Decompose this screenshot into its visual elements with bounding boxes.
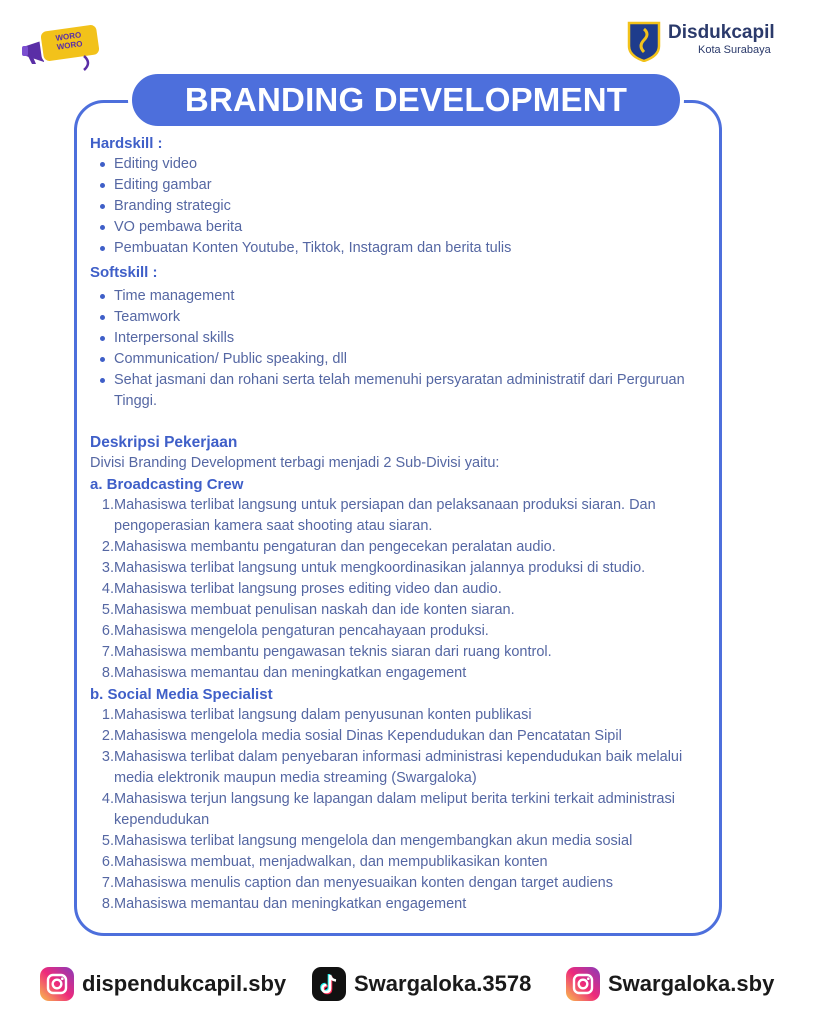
instagram-link-dispendukcapil[interactable] <box>40 967 286 1001</box>
list-item: 3. Mahasiswa terlibat dalam penyebaran informasi administrasi kependudukan baik melalui media elektronik maupun media streaming (Swargaloka) <box>101 749 683 786</box>
page-title: BRANDING DEVELOPMENT <box>184 81 628 118</box>
list-item: 4. Mahasiswa terjun langsung ke lapangan dalam meliput berita terkini terkait administrasi kependudukan <box>101 791 675 828</box>
hardskill-heading: Hardskill : <box>90 135 163 152</box>
social-media-heading: b. Social Media Specialist <box>90 686 273 703</box>
softskill-heading: Softskill : <box>90 264 158 281</box>
list-item: 8. Mahasiswa memantau dan meningkatkan engagement <box>101 665 467 681</box>
deskripsi-heading: Deskripsi Pekerjaan <box>90 434 238 451</box>
list-item: 6. Mahasiswa membuat, menjadwalkan, dan mempublikasikan konten <box>101 854 548 870</box>
list-item: 1. Mahasiswa terlibat langsung untuk persiapan dan pelaksanaan produksi siaran. Dan pengoperasian kamera saat shooting atau siaran. <box>101 497 656 534</box>
list-item: Communication/ Public speaking, dll <box>90 349 715 370</box>
social-media-list <box>90 705 715 915</box>
list-item: Pembuatan Konten Youtube, Tiktok, Instagram dan berita tulis <box>90 238 715 259</box>
list-item: VO pembawa berita <box>90 217 715 238</box>
disdukcapil-logo <box>626 20 796 64</box>
woro-text-1: WORO <box>54 30 82 43</box>
tiktok-handle: Swargaloka.3578 <box>354 971 532 996</box>
sound-waves-icon <box>82 54 96 72</box>
card-content <box>90 133 715 915</box>
tiktok-icon <box>312 967 346 1001</box>
list-item: Branding strategic <box>90 196 715 217</box>
list-item: Time management <box>90 286 715 307</box>
woro-text-2: WORO <box>56 39 84 52</box>
brand-name: Disdukcapil <box>668 22 775 43</box>
list-item: 3. Mahasiswa terlibat langsung untuk mengkoordinasikan jalannya produksi di studio. <box>101 560 646 576</box>
hardskill-list <box>90 154 715 259</box>
list-item: Sehat jasmani dan rohani serta telah memenuhi persyaratan administratif dari Perguruan Tinggi. <box>90 370 715 412</box>
list-item: 2. Mahasiswa mengelola media sosial Dinas Kependudukan dan Pencatatan Sipil <box>101 728 622 744</box>
social-footer <box>0 967 819 1011</box>
list-item: 5. Mahasiswa terlibat langsung mengelola dan mengembangkan akun media sosial <box>101 833 633 849</box>
instagram-icon <box>40 967 74 1001</box>
tiktok-link-swargaloka[interactable] <box>312 967 531 1001</box>
instagram-handle-2: Swargaloka.sby <box>608 971 775 996</box>
list-item: 4. Mahasiswa terlibat langsung proses editing video dan audio. <box>101 581 502 597</box>
list-item: 2. Mahasiswa membantu pengaturan dan pengecekan peralatan audio. <box>101 539 556 555</box>
list-item: 1. Mahasiswa terlibat langsung dalam penyusunan konten publikasi <box>101 707 532 723</box>
broadcasting-heading: a. Broadcasting Crew <box>90 476 244 493</box>
list-item: 7. Mahasiswa menulis caption dan menyesuaikan konten dengan target audiens <box>101 875 613 891</box>
instagram-icon <box>566 967 600 1001</box>
title-banner <box>128 70 684 130</box>
instagram-link-swargaloka[interactable] <box>566 967 774 1001</box>
surabaya-emblem-icon <box>626 20 662 62</box>
broadcasting-list <box>90 495 715 684</box>
list-item: 8. Mahasiswa memantau dan meningkatkan engagement <box>101 896 467 912</box>
list-item: Editing video <box>90 154 715 175</box>
list-item: 6. Mahasiswa mengelola pengaturan pencahayaan produksi. <box>101 623 489 639</box>
list-item: Interpersonal skills <box>90 328 715 349</box>
list-item: 5. Mahasiswa membuat penulisan naskah dan ide konten siaran. <box>101 602 515 618</box>
instagram-handle-1: dispendukcapil.sby <box>82 971 287 996</box>
softskill-list <box>90 286 715 412</box>
brand-subtitle: Kota Surabaya <box>698 44 771 56</box>
list-item: Editing gambar <box>90 175 715 196</box>
list-item: Teamwork <box>90 307 715 328</box>
woro-woro-logo <box>22 14 98 74</box>
deskripsi-intro: Divisi Branding Development terbagi menjadi 2 Sub-Divisi yaitu: <box>90 455 500 471</box>
list-item: 7. Mahasiswa membantu pengawasan teknis siaran dari ruang kontrol. <box>101 644 552 660</box>
